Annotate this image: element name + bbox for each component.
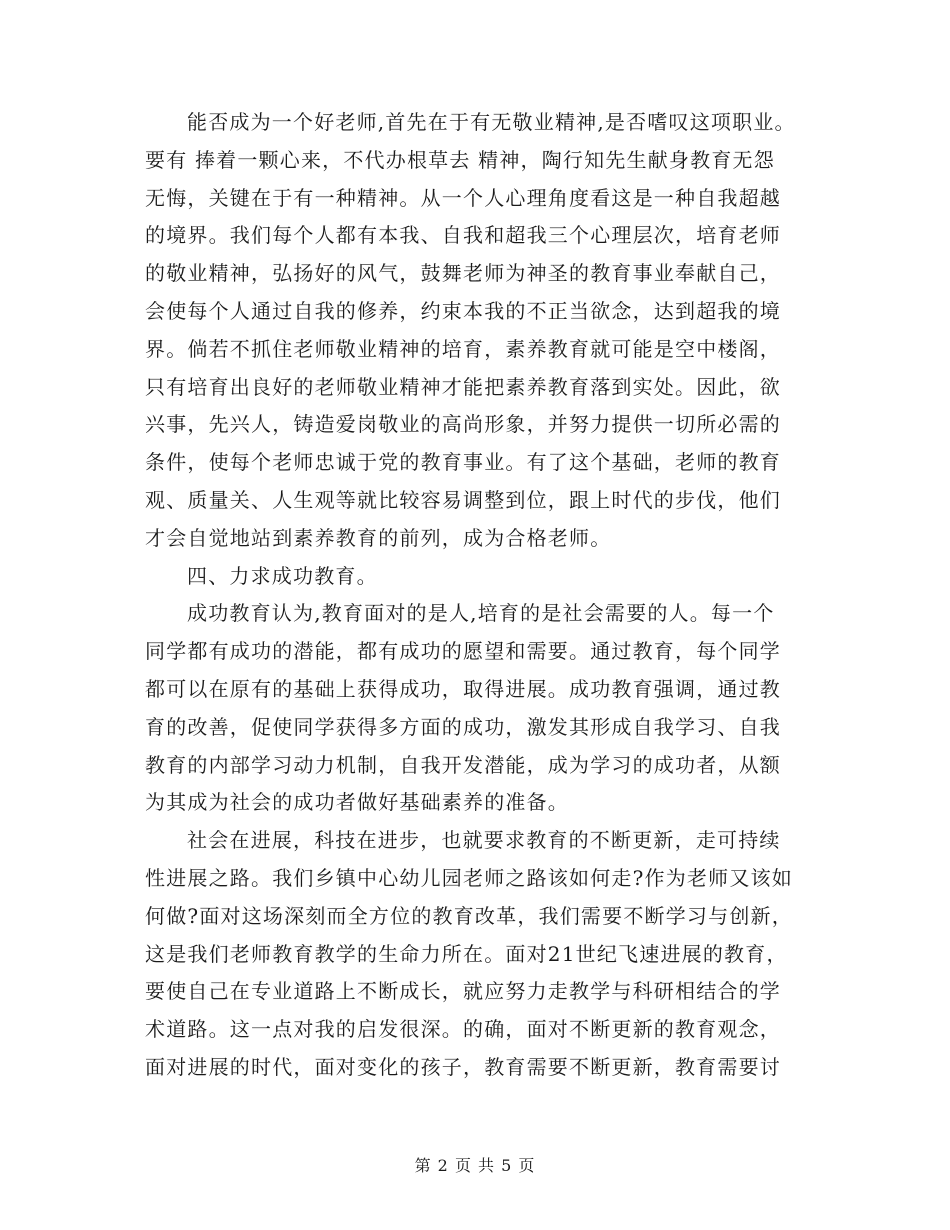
paragraph-line: 观、质量关、人生观等就比较容易调整到位，跟上时代的步伐，他们 [145,487,781,512]
paragraph-line: 会使每个人通过自我的修养，约束本我的不正当欲念，达到超我的境 [145,298,781,323]
section-heading: 四、力求成功教育。 [187,563,378,588]
paragraph-line: 要有 捧着一颗心来，不代办根草去 精神，陶行知先生献身教育无怨 [145,147,775,172]
paragraph-line: 要使自己在专业道路上不断成长，就应努力走教学与科研相结合的学 [145,979,781,1004]
paragraph-line: 教育的内部学习动力机制，自我开发潜能，成为学习的成功者，从额 [145,752,781,777]
paragraph-line: 只有培育出良好的老师敬业精神才能把素养教育落到实处。因此，欲 [145,374,781,399]
paragraph-line: 育的改善，促使同学获得多方面的成功，激发其形成自我学习、自我 [145,714,781,739]
paragraph-line: 同学都有成功的潜能，都有成功的愿望和需要。通过教育，每个同学 [145,639,781,664]
paragraph-line: 这是我们老师教育教学的生命力所在。面对21世纪飞速进展的教育， [145,941,788,966]
paragraph-line: 无悔，关键在于有一种精神。从一个人心理角度看这是一种自我超越 [145,185,781,210]
paragraph-line: 性进展之路。我们乡镇中心幼儿园老师之路该如何走?作为老师又该如 [145,865,793,890]
paragraph-line: 的敬业精神，弘扬好的风气，鼓舞老师为神圣的教育事业奉献自己， [145,261,781,286]
document-body [145,104,805,1087]
paragraph-line: 术道路。这一点对我的启发很深。的确，面对不断更新的教育观念， [145,1017,781,1042]
paragraph-line: 成功教育认为,教育面对的是人,培育的是社会需要的人。每一个 [187,601,775,626]
page-footer: 第 2 页 共 5 页 [414,1156,536,1175]
paragraph-line: 才会自觉地站到素养教育的前列，成为合格老师。 [145,525,612,550]
paragraph-line: 面对进展的时代，面对变化的孩子，教育需要不断更新，教育需要讨 [145,1054,781,1079]
paragraph-line: 兴事，先兴人，铸造爱岗敬业的高尚形象，并努力提供一切所必需的 [145,412,781,437]
paragraph-line: 社会在进展，科技在进步，也就要求教育的不断更新，走可持续 [187,828,781,853]
paragraph-line: 界。倘若不抓住老师敬业精神的培育，素养教育就可能是空中楼阁， [145,336,781,361]
paragraph-line: 条件，使每个老师忠诚于党的教育事业。有了这个基础，老师的教育 [145,450,781,475]
paragraph-line: 能否成为一个好老师,首先在于有无敬业精神,是否嗜叹这项职业。 [187,110,796,134]
paragraph-line: 何做?面对这场深刻而全方位的教育改革，我们需要不断学习与创新， [145,903,793,928]
paragraph-line: 为其成为社会的成功者做好基础素养的准备。 [145,790,569,815]
paragraph-line: 的境界。我们每个人都有本我、自我和超我三个心理层次，培育老师 [145,223,781,248]
paragraph-line: 都可以在原有的基础上获得成功，取得进展。成功教育强调，通过教 [145,676,781,701]
